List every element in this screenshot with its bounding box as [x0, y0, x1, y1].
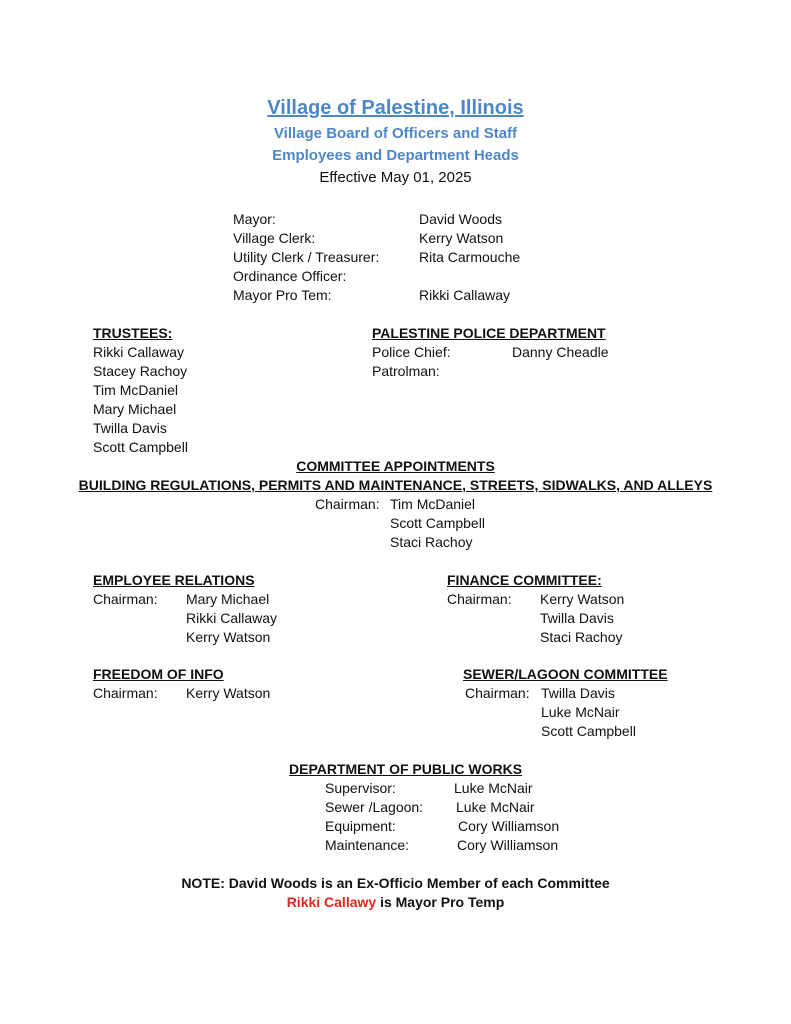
public-works-heading: DEPARTMENT OF PUBLIC WORKS	[289, 761, 523, 777]
note-rest: is Mayor Pro Temp	[376, 894, 505, 910]
officer-role: Ordinance Officer:	[233, 268, 347, 284]
committee-member: Rikki Callaway	[186, 610, 278, 626]
public-works-role: Sewer /Lagoon:	[325, 799, 424, 815]
officer-name: Kerry Watson	[419, 230, 504, 246]
public-works-role: Maintenance:	[325, 837, 410, 853]
officer-name: Rita Carmouche	[419, 249, 521, 265]
committee-member: Mary Michael	[186, 591, 270, 607]
committee-member: Scott Campbell	[541, 723, 636, 739]
trustees-heading: TRUSTEES:	[93, 325, 173, 341]
chairman-label: Chairman:	[465, 685, 530, 701]
committee-member: Kerry Watson	[186, 685, 271, 701]
sewer-lagoon-heading: SEWER/LAGOON COMMITTEE	[463, 666, 668, 682]
trustee-name: Twilla Davis	[93, 420, 167, 436]
trustee-name: Scott Campbell	[93, 439, 188, 455]
police-chief-name: Danny Cheadle	[512, 344, 609, 360]
public-works-name: Luke McNair	[454, 780, 533, 796]
police-chief-label: Police Chief:	[372, 344, 451, 360]
patrolman-label: Patrolman:	[372, 363, 440, 379]
officer-role: Mayor:	[233, 211, 276, 227]
note-highlight-name: Rikki Callawy	[286, 894, 377, 910]
ex-officio-note: NOTE: David Woods is an Ex-Officio Member of each Committee	[181, 875, 610, 891]
page-subtitle-employees: Employees and Department Heads	[272, 147, 519, 164]
officer-role: Village Clerk:	[233, 230, 316, 246]
page-subtitle-officers: Village Board of Officers and Staff	[273, 125, 518, 142]
trustee-name: Rikki Callaway	[93, 344, 185, 360]
police-heading: PALESTINE POLICE DEPARTMENT	[372, 325, 606, 341]
trustee-name: Tim McDaniel	[93, 382, 179, 398]
committee-member: Twilla Davis	[540, 610, 614, 626]
chairman-label: Chairman:	[93, 591, 158, 607]
committee-appointments-heading: COMMITTEE APPOINTMENTS	[296, 458, 495, 474]
mayor-pro-temp-note	[0, 893, 791, 911]
committee-member: Kerry Watson	[540, 591, 625, 607]
public-works-name: Luke McNair	[456, 799, 535, 815]
finance-committee-heading: FINANCE COMMITTEE:	[447, 572, 602, 588]
public-works-name: Cory Williamson	[458, 818, 560, 834]
officer-role: Mayor Pro Tem:	[233, 287, 332, 303]
chairman-label: Chairman:	[447, 591, 512, 607]
committee-member: Kerry Watson	[186, 629, 271, 645]
freedom-of-info-heading: FREEDOM OF INFO	[93, 666, 224, 682]
trustee-name: Stacey Rachoy	[93, 363, 188, 379]
committee-member: Staci Rachoy	[540, 629, 623, 645]
page-title: Village of Palestine, Illinois	[267, 97, 524, 119]
committee-member: Twilla Davis	[541, 685, 615, 701]
committee-member: Luke McNair	[541, 704, 620, 720]
effective-date: Effective May 01, 2025	[319, 169, 472, 186]
building-committee-heading: BUILDING REGULATIONS, PERMITS AND MAINTENANCE, STREETS, SIDWALKS, AND ALLEYS	[78, 477, 713, 493]
public-works-name: Cory Williamson	[457, 837, 559, 853]
officer-name: David Woods	[419, 211, 503, 227]
committee-member: Tim McDaniel	[390, 496, 476, 512]
trustee-name: Mary Michael	[93, 401, 177, 417]
chairman-label: Chairman:	[93, 685, 158, 701]
public-works-role: Supervisor:	[325, 780, 396, 796]
public-works-role: Equipment:	[325, 818, 396, 834]
committee-member: Scott Campbell	[390, 515, 485, 531]
officer-name: Rikki Callaway	[419, 287, 511, 303]
employee-relations-heading: EMPLOYEE RELATIONS	[93, 572, 255, 588]
chairman-label: Chairman:	[315, 496, 380, 512]
officer-role: Utility Clerk / Treasurer:	[233, 249, 380, 265]
committee-member: Staci Rachoy	[390, 534, 473, 550]
